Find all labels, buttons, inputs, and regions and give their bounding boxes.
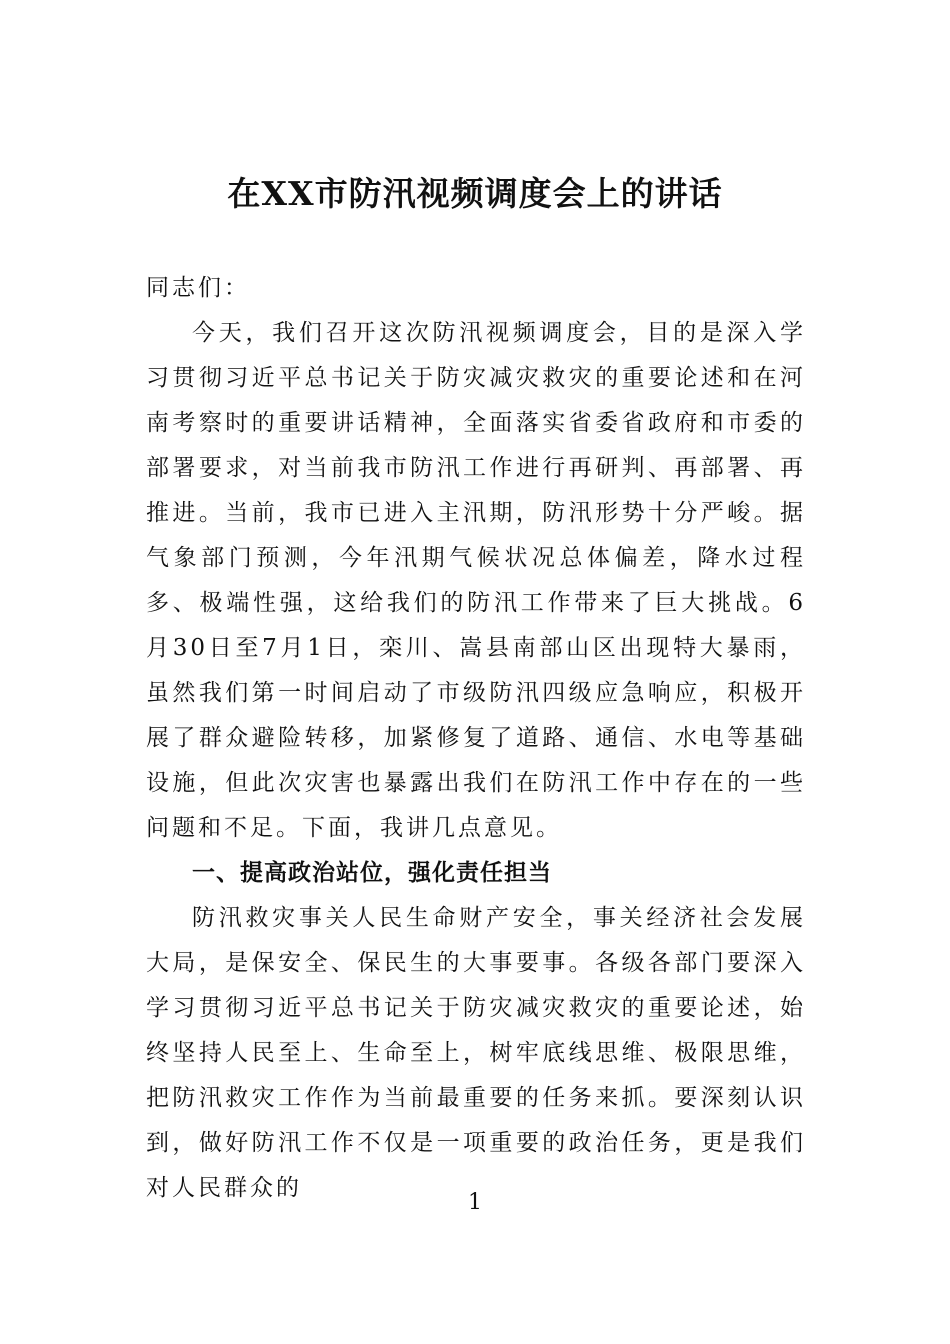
document-title: 在XX市防汛视频调度会上的讲话 [227,174,723,213]
section-paragraph: 防汛救灾事关人民生命财产安全，事关经济社会发展大局，是保安全、保民生的大事要事。各级各部门要深入学习贯彻习近平总书记关于防灾减灾救灾的重要论述，始终坚持人民至上、生命至上，树牢底线思维、极限思维，把防汛救灾工作作为当前最重要的任务来抓。要深刻认识到，做好防汛工作不仅是一项重要的政治任务，更是我们对人民群众的 [146,905,806,1201]
intro-paragraph: 今天，我们召开这次防汛视频调度会，目的是深入学习贯彻习近平总书记关于防灾减灾救灾的重要论述和在河南考察时的重要讲话精神，全面落实省委省政府和市委的部署要求，对当前我市防汛工作进行再研判、再部署、再推进。当前，我市已进入主汛期，防汛形势十分严峻。据气象部门预测，今年汛期气候状况总体偏差，降水过程多、极端性强，这给我们的防汛工作带来了巨大挑战。6月30日至7月1日，栾川、嵩县南部山区出现特大暴雨，虽然我们第一时间启动了市级防汛四级应急响应，积极开展了群众避险转移，加紧修复了道路、通信、水电等基础设施，但此次灾害也暴露出我们在防汛工作中存在的一些问题和不足。下面，我讲几点意见。 [146,320,806,841]
document-body [146,266,806,1211]
greeting: 同志们： [146,275,250,301]
section-heading: 一、提高政治站位，强化责任担当 [192,860,552,886]
page-number: 1 [468,1190,482,1215]
